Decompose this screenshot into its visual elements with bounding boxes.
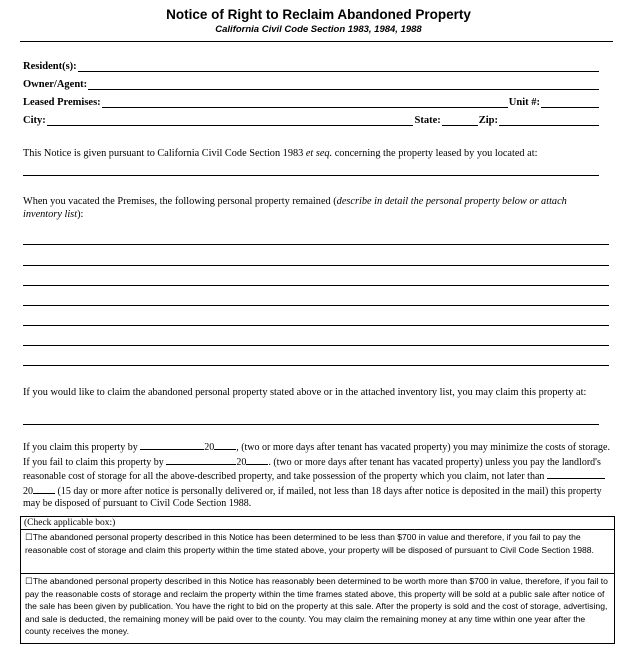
property-line-5[interactable]	[23, 325, 609, 326]
checkbox-section	[20, 516, 615, 644]
resident-row	[23, 58, 600, 72]
notice-text-after: concerning the property leased by you located at:	[332, 148, 538, 159]
state-label: State:	[414, 115, 441, 126]
option-more-than-700	[25, 575, 610, 638]
property-line-3[interactable]	[23, 285, 609, 286]
vacated-text: When you vacated the Premises, the following personal property remained (	[23, 196, 337, 207]
owner-label: Owner/Agent:	[23, 79, 88, 90]
option-less-than-700	[25, 531, 610, 556]
option-1-text: The abandoned personal property described in this Notice has been determined to be less than $700 in value and therefore, if you fail to pay the reasonable cost of storage and claim this property within the time stated above, your property will be disposed of pursuant to Civil Code Section 1988.	[25, 532, 594, 555]
terms-year-2: 20	[236, 456, 247, 468]
option-2-text: The abandoned personal property described in this Notice has reasonably been determined to be worth more than $700 in value, therefore, if you fail to pay the reasonable costs of storage and reclaim the property within the time frames stated above, this property will be sold at a public sale after notice of the sale has been given by publication. You have the right to bid on the property at this sale. After the property is sold and the cost of storage, advertising, and sale is deducted, the remaining money will be paid over to the county. You may claim the remaining money at any time within one year after the county receives the money.	[25, 576, 608, 637]
title-divider	[20, 41, 613, 42]
claim-year-blank[interactable]	[214, 440, 236, 450]
checkbox-option-2[interactable]: ☐	[25, 576, 33, 586]
vacated-instruction: describe in detail the personal property below or attach inventory list	[23, 196, 567, 220]
document-subtitle: California Civil Code Section 1983, 1984, 1988	[215, 24, 422, 35]
option-divider	[21, 573, 614, 574]
property-line-6[interactable]	[23, 345, 609, 346]
city-field[interactable]	[47, 115, 414, 126]
premises-row	[23, 94, 600, 108]
terms-text-3: . (two or more days after tenant has vacated property) unless you pay the landlord's reasonable cost of storage for all the above-described property, and take possession of the property which you claim, not later than	[23, 456, 601, 483]
terms-text-1: If you claim this property by	[23, 442, 138, 453]
property-line-7[interactable]	[23, 365, 609, 366]
checkbox-option-1[interactable]: ☐	[25, 532, 33, 542]
fail-date-blank[interactable]	[166, 455, 236, 465]
notice-text-before: This Notice is given pursuant to California Civil Code Section 1983	[23, 148, 306, 159]
vacated-paragraph	[23, 195, 601, 221]
notice-et-seq: et seq.	[305, 148, 333, 159]
terms-year-1: 20	[204, 442, 215, 453]
terms-paragraph	[23, 440, 613, 511]
possession-date-blank[interactable]	[547, 469, 605, 479]
terms-text-4: (15 day or more after notice is personally delivered or, if mailed, not less than 18 days after notice is deposited in the mail) this property may be disposed of pursuant to Civil Code Section 1988.	[23, 485, 602, 510]
premises-label: Leased Premises:	[23, 97, 101, 108]
premises-field[interactable]	[102, 97, 508, 108]
owner-row	[23, 76, 600, 90]
zip-field[interactable]	[499, 115, 599, 126]
terms-year-3: 20	[23, 485, 33, 497]
state-field[interactable]	[442, 115, 478, 126]
city-row	[23, 112, 600, 126]
fail-year-blank[interactable]	[246, 455, 268, 465]
property-line-2[interactable]	[23, 265, 609, 266]
resident-label: Resident(s):	[23, 61, 77, 72]
terms-text-2: , (two or more days after tenant has vacated property) you may minimize the costs of storage. If you fail to claim this property by	[23, 442, 610, 468]
zip-label: Zip:	[478, 115, 498, 126]
property-line-4[interactable]	[23, 305, 609, 306]
unit-label: Unit #:	[508, 97, 540, 108]
document-title: Notice of Right to Reclaim Abandoned Property	[166, 7, 471, 22]
owner-field[interactable]	[88, 79, 599, 90]
claim-paragraph: If you would like to claim the abandoned personal property stated above or in the attached inventory list, you may claim this property at:	[23, 387, 587, 398]
checkbox-header-divider	[21, 529, 614, 530]
city-label: City:	[23, 115, 46, 126]
unit-field[interactable]	[541, 97, 599, 108]
possession-year-blank[interactable]	[33, 484, 55, 494]
resident-field[interactable]	[78, 61, 599, 72]
claim-date-blank[interactable]	[140, 440, 204, 450]
checkbox-header: (Check applicable box:)	[24, 518, 116, 528]
notice-paragraph	[23, 147, 613, 160]
claim-location-line[interactable]	[23, 424, 599, 425]
vacated-close: ):	[77, 209, 84, 220]
premises-address-line[interactable]	[23, 175, 599, 176]
property-line-1[interactable]	[23, 244, 609, 245]
